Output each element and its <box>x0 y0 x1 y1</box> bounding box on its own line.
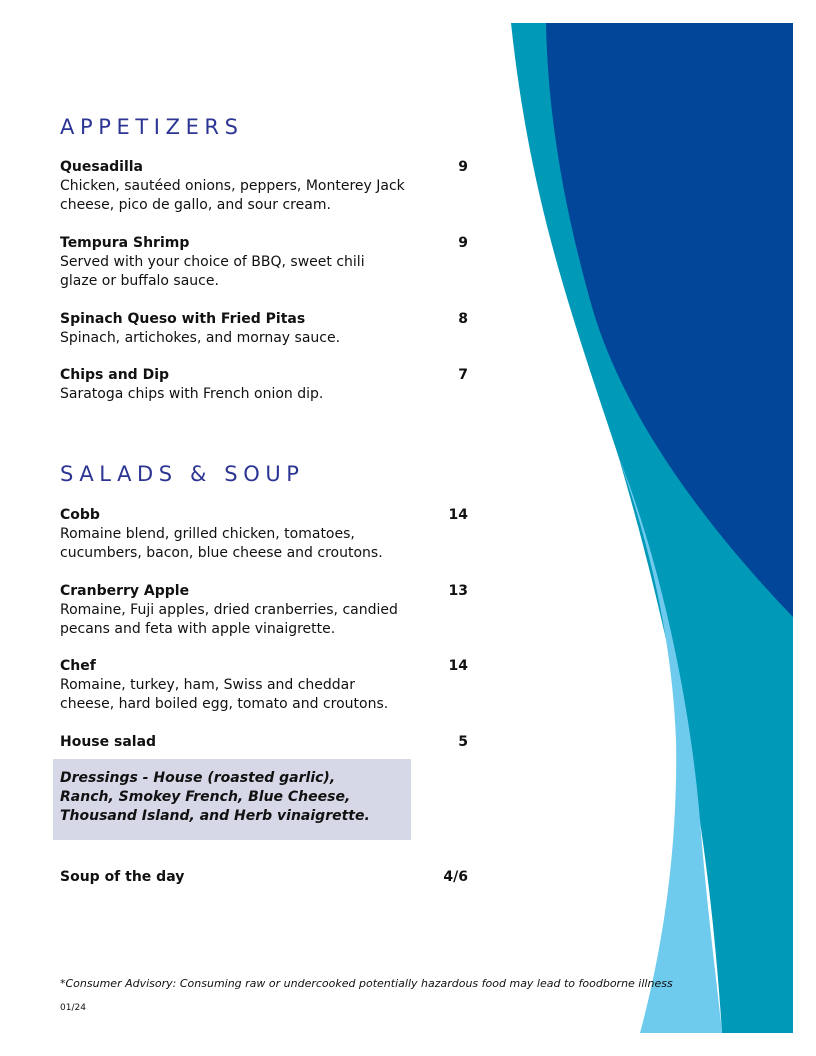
menu-item-cobb <box>60 506 468 563</box>
item-name: Quesadilla <box>60 159 144 175</box>
item-name: Chips and Dip <box>60 367 170 383</box>
item-price: 14 <box>448 658 468 674</box>
item-name: Cranberry Apple <box>60 583 190 599</box>
menu-item-spinach-queso <box>60 310 468 348</box>
salads-soup-heading: SALADS & SOUP <box>60 462 305 486</box>
menu-item-soup-of-the-day <box>60 868 468 887</box>
menu-item-quesadilla <box>60 158 468 215</box>
item-price: 8 <box>458 311 468 327</box>
item-price: 9 <box>458 235 468 251</box>
item-description: Romaine, turkey, ham, Swiss and cheddar cheese, hard boiled egg, tomato and croutons. <box>60 677 389 712</box>
menu-item-chef <box>60 657 468 714</box>
item-name: Cobb <box>60 507 100 523</box>
item-name: Soup of the day <box>60 869 185 885</box>
item-description: Spinach, artichokes, and mornay sauce. <box>60 330 341 346</box>
item-name: House salad <box>60 734 157 750</box>
appetizers-heading: APPETIZERS <box>60 115 244 139</box>
item-price: 14 <box>448 507 468 523</box>
item-price: 5 <box>458 734 468 750</box>
item-price: 4/6 <box>443 869 468 885</box>
item-price: 7 <box>458 367 468 383</box>
item-name: Tempura Shrimp <box>60 235 190 251</box>
item-price: 13 <box>448 583 468 599</box>
item-price: 9 <box>458 159 468 175</box>
dressings-note-box <box>53 759 411 840</box>
item-description: Romaine, Fuji apples, dried cranberries, candied pecans and feta with apple vinaigrette. <box>60 602 398 637</box>
item-description: Saratoga chips with French onion dip. <box>60 386 324 402</box>
consumer-advisory: *Consumer Advisory: Consuming raw or undercooked potentially hazardous food may lead to foodborne illness <box>60 977 673 990</box>
menu-item-tempura-shrimp <box>60 234 468 291</box>
item-name: Spinach Queso with Fried Pitas <box>60 311 306 327</box>
menu-item-cranberry-apple <box>60 582 468 639</box>
menu-item-house-salad <box>60 733 468 752</box>
item-description: Chicken, sautéed onions, peppers, Monterey Jack cheese, pico de gallo, and sour cream. <box>60 178 405 213</box>
item-name: Chef <box>60 658 96 674</box>
dressings-note: Dressings - House (roasted garlic), Ranch, Smokey French, Blue Cheese, Thousand Island, and Herb vinaigrette. <box>60 770 370 824</box>
item-description: Romaine blend, grilled chicken, tomatoes, cucumbers, bacon, blue cheese and croutons. <box>60 526 383 561</box>
menu-item-chips-and-dip <box>60 366 468 404</box>
date-code: 01/24 <box>60 1003 86 1013</box>
item-description: Served with your choice of BBQ, sweet chili glaze or buffalo sauce. <box>60 254 365 289</box>
